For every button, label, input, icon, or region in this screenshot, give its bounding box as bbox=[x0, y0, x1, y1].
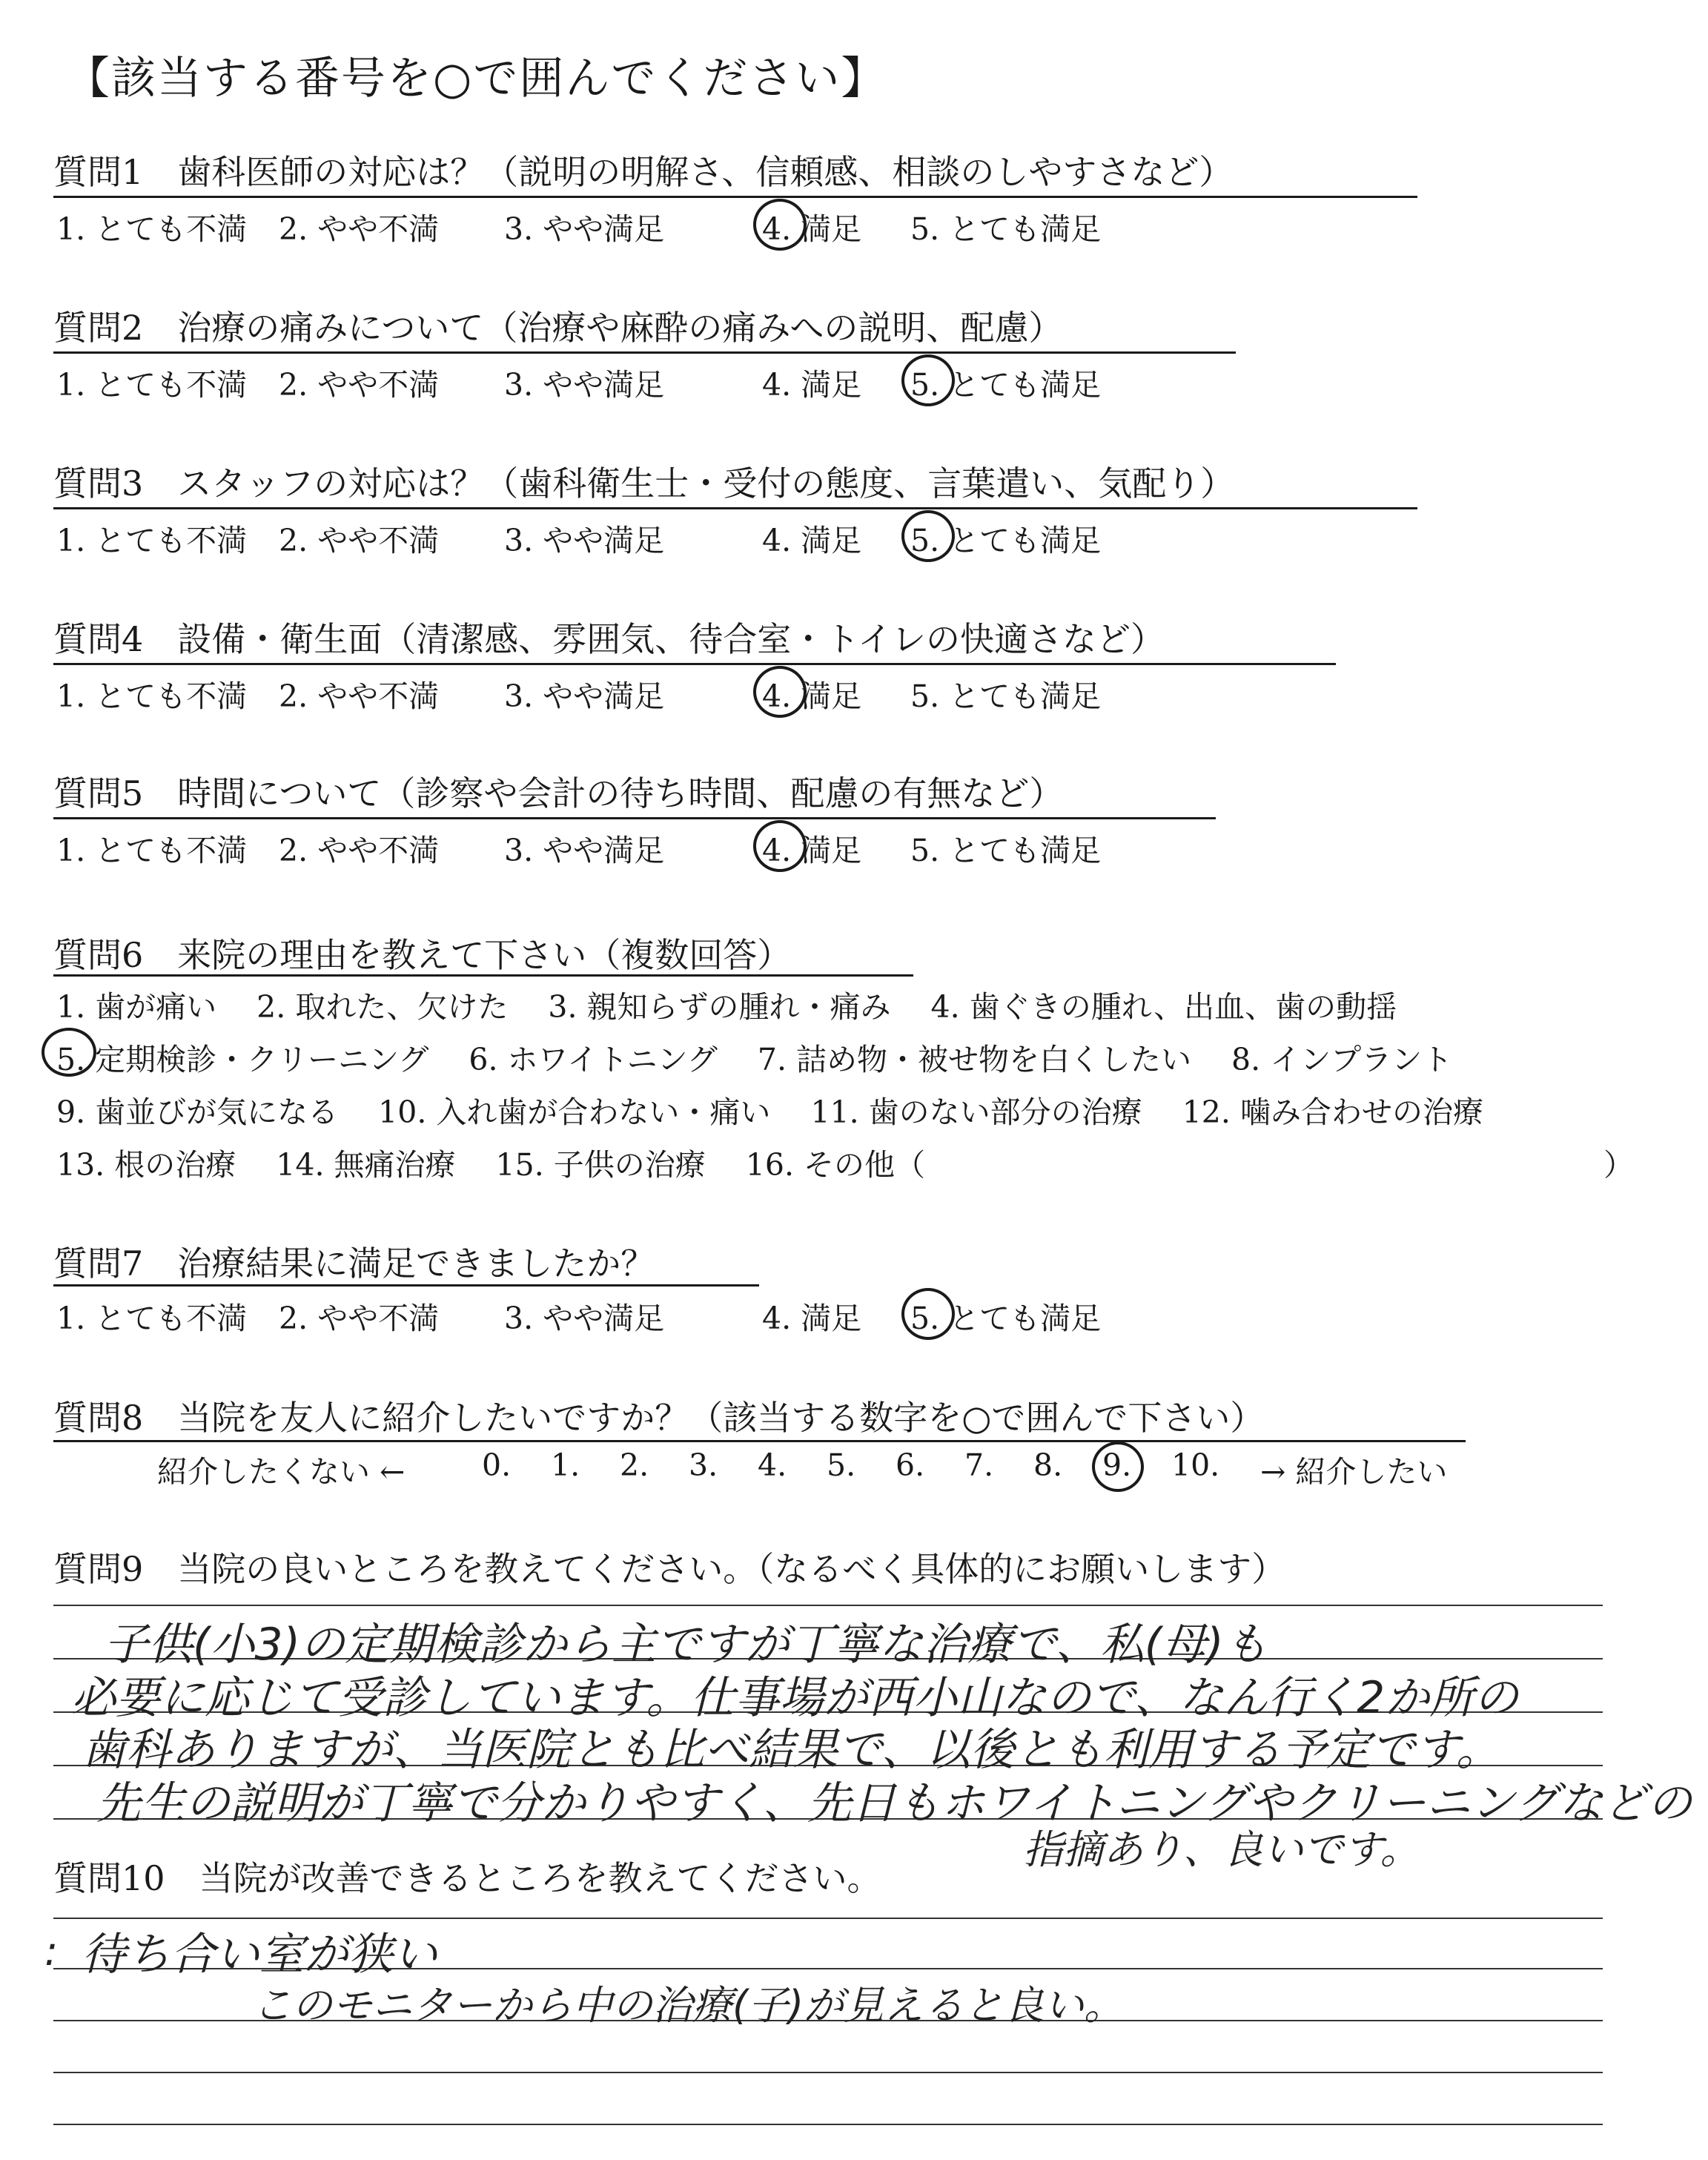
answer-option[interactable]: 4. 満足 bbox=[762, 1301, 862, 1336]
scale-option[interactable]: 10. bbox=[1171, 1447, 1220, 1483]
answer-option[interactable]: 2. やや不満 bbox=[279, 678, 440, 714]
answer-option[interactable]: 4. 満足 bbox=[762, 523, 862, 558]
q6-close-paren: ） bbox=[1603, 1147, 1634, 1183]
question-title: 質問4 設備・衛生面（清潔感、雰囲気、待合室・トイレの快適さなど） bbox=[53, 619, 1165, 659]
handwritten-answer: 必要に応じて受診しています。仕事場が西小山なので、なん行く2か所の bbox=[71, 1672, 1519, 1724]
scale-option[interactable]: 4. bbox=[758, 1447, 787, 1483]
question-title: 質問3 スタッフの対応は？（歯科衛生士・受付の態度、言葉遣い、気配り） bbox=[53, 463, 1235, 503]
answer-rule bbox=[53, 2072, 1603, 2073]
question-title: 質問8 当院を友人に紹介したいですか？（該当する数字を○で囲んで下さい） bbox=[53, 1398, 1265, 1438]
question-title: 質問10 当院が改善できるところを教えてください。 bbox=[53, 1858, 881, 1898]
answer-option[interactable]: 3. やや満足 bbox=[504, 367, 665, 403]
answer-option[interactable]: 5. とても満足 bbox=[910, 523, 1102, 558]
margin-mark: : bbox=[44, 1928, 59, 1975]
question-title: 質問5 時間について（診察や会計の待ち時間、配慮の有無など） bbox=[53, 773, 1064, 813]
handwritten-answer: 子供(小3)の定期検診から主ですが丁寧な治療で、私(母)も bbox=[104, 1619, 1268, 1671]
page-title: 【該当する番号を○で囲んでください】 bbox=[65, 53, 887, 105]
scale-option[interactable]: 0. bbox=[482, 1447, 512, 1483]
question-underline bbox=[53, 1440, 1466, 1442]
answer-option[interactable]: 5. とても満足 bbox=[910, 367, 1102, 403]
scale-option[interactable]: 9. bbox=[1102, 1447, 1132, 1483]
question-title: 質問9 当院の良いところを教えてください。（なるべく具体的にお願いします） bbox=[53, 1549, 1286, 1589]
answer-option[interactable]: 2. やや不満 bbox=[279, 833, 440, 868]
selection-circle bbox=[42, 1028, 96, 1077]
handwritten-answer: 先生の説明が丁寧で分かりやすく、先日もホワイトニングやクリーニングなどの bbox=[96, 1777, 1692, 1829]
answer-option[interactable]: 5. とても満足 bbox=[910, 678, 1102, 714]
answer-option[interactable]: 2. やや不満 bbox=[279, 367, 440, 403]
question-underline bbox=[53, 663, 1336, 665]
scale-option[interactable]: 5. bbox=[827, 1447, 856, 1483]
selection-circle bbox=[753, 666, 807, 718]
answer-rule bbox=[53, 1605, 1603, 1606]
question-underline bbox=[53, 507, 1417, 509]
answer-option[interactable]: 1. とても不満 bbox=[56, 367, 248, 403]
selection-circle bbox=[753, 820, 807, 872]
q6-row[interactable]: 1. 歯が痛い 2. 取れた、欠けた 3. 親知らずの腫れ・痛み 4. 歯ぐきの腫れ、出血、歯の動揺 bbox=[56, 989, 1397, 1025]
answer-option[interactable]: 4. 満足 bbox=[762, 367, 862, 403]
answer-option[interactable]: 4. 満足 bbox=[762, 211, 862, 247]
answer-option[interactable]: 5. とても満足 bbox=[910, 211, 1102, 247]
q6-row[interactable]: 13. 根の治療 14. 無痛治療 15. 子供の治療 16. その他（ bbox=[56, 1147, 926, 1183]
question-title: 質問1 歯科医師の対応は？（説明の明解さ、信頼感、相談のしやすさなど） bbox=[53, 152, 1234, 192]
selection-circle bbox=[901, 510, 955, 562]
question-title: 質問2 治療の痛みについて（治療や麻酔の痛みへの説明、配慮） bbox=[53, 308, 1063, 348]
scale-option[interactable]: 6. bbox=[896, 1447, 925, 1483]
answer-option[interactable]: 4. 満足 bbox=[762, 833, 862, 868]
answer-option[interactable]: 1. とても不満 bbox=[56, 833, 248, 868]
scale-left-label: 紹介したくない ← bbox=[157, 1454, 406, 1490]
scale-option[interactable]: 2. bbox=[620, 1447, 649, 1483]
answer-option[interactable]: 3. やや満足 bbox=[504, 678, 665, 714]
answer-option[interactable]: 2. やや不満 bbox=[279, 523, 440, 558]
question-underline bbox=[53, 817, 1216, 819]
question-title: 質問7 治療結果に満足できましたか？ bbox=[53, 1244, 655, 1284]
scale-option[interactable]: 3. bbox=[689, 1447, 718, 1483]
handwritten-answer: 指摘あり、良いです。 bbox=[1023, 1826, 1420, 1873]
scale-right-label: → 紹介したい bbox=[1260, 1454, 1448, 1490]
answer-option[interactable]: 5. とても満足 bbox=[910, 833, 1102, 868]
scale-option[interactable]: 1. bbox=[551, 1447, 580, 1483]
question-underline bbox=[53, 196, 1417, 198]
answer-option[interactable]: 5. とても満足 bbox=[910, 1301, 1102, 1336]
answer-option[interactable]: 3. やや満足 bbox=[504, 211, 665, 247]
scale-option[interactable]: 7. bbox=[964, 1447, 994, 1483]
q6-row[interactable]: 5. 定期検診・クリーニング 6. ホワイトニング 7. 詰め物・被せ物を白くしたい 8. インプラント bbox=[56, 1042, 1453, 1077]
answer-option[interactable]: 1. とても不満 bbox=[56, 211, 248, 247]
answer-option[interactable]: 1. とても不満 bbox=[56, 523, 248, 558]
handwritten-answer: 待ち合い室が狭い bbox=[82, 1929, 437, 1981]
selection-circle bbox=[901, 354, 955, 406]
answer-option[interactable]: 3. やや満足 bbox=[504, 1301, 665, 1336]
handwritten-answer: 歯科ありますが、当医院とも比べ結果で、以後とも利用する予定です。 bbox=[82, 1724, 1500, 1776]
answer-option[interactable]: 1. とても不満 bbox=[56, 678, 248, 714]
handwritten-answer: このモニターから中の治療(子)が見えると良い。 bbox=[252, 1982, 1125, 2029]
answer-option[interactable]: 1. とても不満 bbox=[56, 1301, 248, 1336]
answer-option[interactable]: 3. やや満足 bbox=[504, 833, 665, 868]
selection-circle bbox=[1092, 1441, 1144, 1492]
answer-option[interactable]: 4. 満足 bbox=[762, 678, 862, 714]
answer-rule bbox=[53, 2124, 1603, 2125]
answer-option[interactable]: 2. やや不満 bbox=[279, 1301, 440, 1336]
question-underline bbox=[53, 351, 1236, 354]
question-title: 質問6 来院の理由を教えて下さい（複数回答） bbox=[53, 935, 792, 975]
question-underline bbox=[53, 974, 913, 977]
q6-row[interactable]: 9. 歯並びが気になる 10. 入れ歯が合わない・痛い 11. 歯のない部分の治療 12. 噛み合わせの治療 bbox=[56, 1094, 1483, 1130]
selection-circle bbox=[901, 1288, 955, 1340]
selection-circle bbox=[753, 199, 807, 251]
answer-option[interactable]: 2. やや不満 bbox=[279, 211, 440, 247]
question-underline bbox=[53, 1284, 759, 1287]
scale-option[interactable]: 8. bbox=[1033, 1447, 1063, 1483]
answer-option[interactable]: 3. やや満足 bbox=[504, 523, 665, 558]
